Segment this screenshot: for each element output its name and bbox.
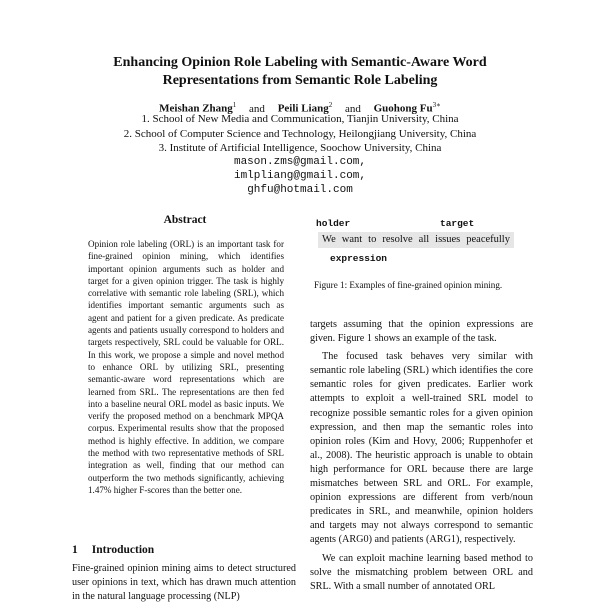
author-affil-mark: 2 [328, 101, 333, 109]
section-heading [72, 544, 154, 556]
author-name: Peili Liang [277, 102, 329, 115]
expression-label: expression [330, 253, 388, 264]
author-separator: and [249, 102, 265, 115]
author-affil-mark: 3∗ [432, 101, 441, 109]
paper-title [60, 54, 540, 90]
title-line-1: Enhancing Opinion Role Labeling with Semantic-Aware Word [113, 55, 487, 70]
example-word: issues [435, 234, 461, 245]
right-column-text [310, 318, 533, 594]
abstract-heading: Abstract [163, 214, 207, 226]
affiliation: 1. School of New Media and Communication, Tianjin University, China [141, 113, 459, 125]
paragraph: targets assuming that the opinion expressions are given. Figure 1 shows an example of the task. [310, 319, 533, 345]
author-affil-mark: 1 [232, 101, 237, 109]
email-list [60, 155, 540, 197]
figure-1 [310, 212, 540, 272]
paragraph: The focused task behaves very similar with semantic role labeling (SRL) which identifies the core semantic roles for given predicates. Earlier work attempts to exploit a well-trained SRL model to recognize possible semantic roles for a given opinion expression, and then map the semantic roles into opinion roles (Kim and Hovy, 2006; Ruppenhofer et al., 2008). The heuristic approach is unable to obtain high performance for ORL because there are large mismatches between SRL and ORL. For example, opinion expressions are different from verb/noun predicates in SRL, and meanwhile, opinion holders and targets may not always correspond to semantic agents (ARG0) and patients (ARG1), respectively. [310, 351, 533, 546]
figure-caption: Figure 1: Examples of fine-grained opinion mining. [314, 280, 503, 290]
example-word: to [368, 234, 377, 245]
email[interactable]: mason.zms@gmail.com, [233, 156, 367, 168]
abstract-text: Opinion role labeling (ORL) is an important task for fine-grained opinion mining, which identifies important opinion arguments such as holder and target for a given opinion trigger. The task is highly correlative with semantic role labeling (SRL), which identifies important semantic arguments such as agent and patient for a given predicate. As predicate agents and patients usually correspond to holders and targets respectively, SRL could be valuable for ORL. In this work, we propose a simple and novel method to enhance ORL by utilizing SRL, presenting semantic-aware word representations which are learned from SRL. The representations are then fed into a baseline neural ORL model as basic inputs. We verify the proposed method on a benchmark MPQA corpus. Experimental results show that the proposed method is highly effective. In addition, we compare the method with two representative methods of SRL integration as well, finding that our method can outperform the two methods significantly, achieving 1.47% higher F-scores than the better one. [88, 239, 284, 495]
title-line-2: Representations from Semantic Role Labeling [162, 73, 438, 88]
email[interactable]: imlpliang@gmail.com, [233, 170, 367, 182]
example-word: resolve [382, 234, 413, 245]
holder-label: holder [316, 218, 351, 229]
paragraph: We can exploit machine learning based method to solve the mismatching problem between ORL and SRL. With a small number of annotated ORL [310, 552, 533, 592]
section-title: Introduction [91, 544, 155, 556]
author-name: Guohong Fu [373, 102, 433, 115]
example-word: peacefully [466, 234, 510, 245]
author-name: Meishan Zhang [159, 102, 233, 115]
example-word: want [341, 234, 363, 245]
example-sentence [318, 232, 514, 248]
email[interactable]: ghfu@hotmail.com [247, 184, 353, 196]
target-label: target [440, 218, 475, 229]
abstract-body [88, 238, 284, 496]
affiliations [60, 112, 540, 156]
example-word: We [322, 234, 336, 245]
section-number: 1 [72, 544, 78, 556]
introduction-text: Fine-grained opinion mining aims to detect structured user opinions in text, which has drawn much attention in the natural language processing (NLP) [72, 563, 296, 602]
author-separator: and [344, 102, 361, 115]
example-word: all [418, 234, 430, 245]
affiliation: 2. School of Computer Science and Technology, Heilongjiang University, China [123, 127, 477, 140]
affiliation: 3. Institute of Artificial Intelligence, Soochow University, China [158, 142, 442, 154]
